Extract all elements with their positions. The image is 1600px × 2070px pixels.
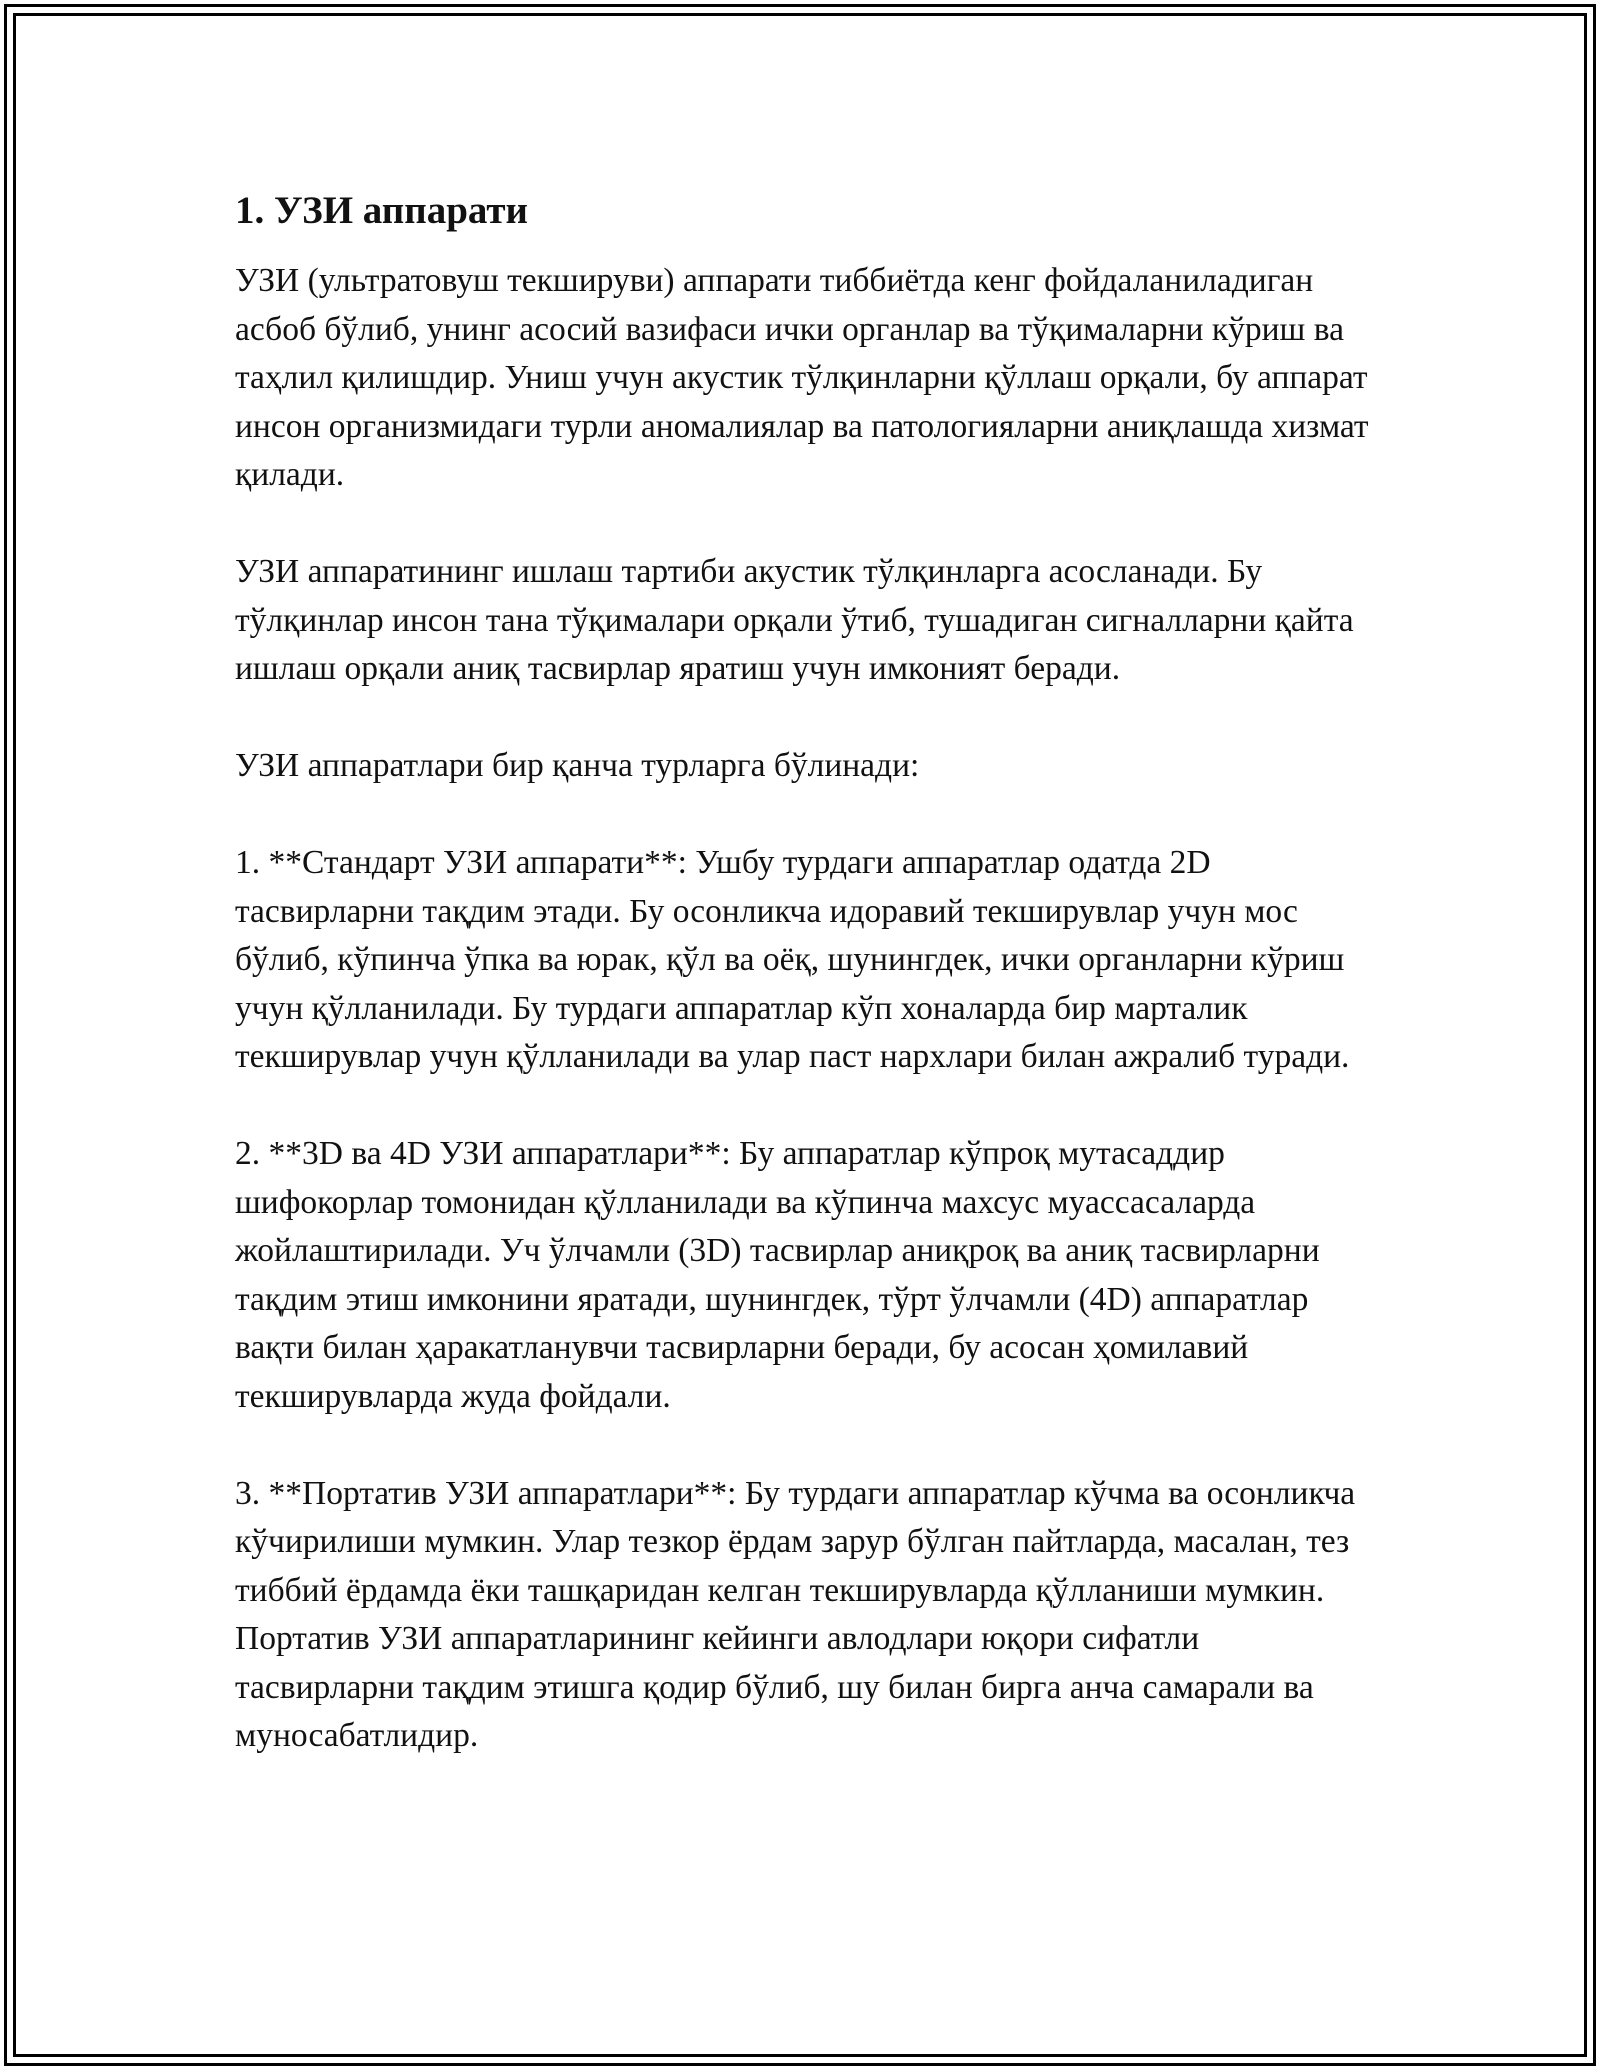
document-body — [235, 185, 1385, 1761]
paragraph-type-3d-4d: 2. **3D ва 4D УЗИ аппаратлари**: Бу аппаратлар кўпроқ мутасаддир шифокорлар томонидан қўлланилади ва кўпинча махсус муассасаларда жойлаштирилади. Уч ўлчамли (3D) тасвирлар аниқроқ ва аниқ тасвирларни тақдим этиш имконини яратади, шунингдек, тўрт ўлчамли (4D) аппаратлар вақти билан ҳаракатланувчи тасвирларни беради, бу асосан ҳомилавий текширувларда жуда фойдали. — [235, 1135, 1320, 1415]
paragraph-principle: УЗИ аппаратининг ишлаш тартиби акустик тўлқинларга асосланади. Бу тўлқинлар инсон тана тўқималари орқали ўтиб, тушадиган сигналларни қайта ишлаш орқали аниқ тасвирлар яратиш учун имконият беради. — [235, 553, 1354, 687]
paragraph-intro: УЗИ (ультратовуш текшируви) аппарати тиббиётда кенг фойдаланиладиган асбоб бўлиб, унинг асосий вазифаси ички органлар ва тўқималарни кўриш ва таҳлил қилишдир. Униш учун акустик тўлқинларни қўллаш орқали, бу аппарат инсон организмидаги турли аномалиялар ва патологияларни аниқлашда хизмат қилади. — [235, 262, 1369, 493]
section-heading: 1. УЗИ аппарати — [235, 189, 529, 232]
paragraph-type-portable: 3. **Портатив УЗИ аппаратлари**: Бу турдаги аппаратлар кўчма ва осонликча кўчирилиши мумкин. Улар тезкор ёрдам зарур бўлган пайтларда, масалан, тез тиббий ёрдамда ёки ташқаридан келган текширувларда қўлланиши мумкин. Портатив УЗИ аппаратларининг кейинги авлодлари юқори сифатли тасвирларни тақдим этишга қодир бўлиб, шу билан бирга анча самарали ва муносабатлидир. — [235, 1474, 1356, 1754]
paragraph-types-intro: УЗИ аппаратлари бир қанча турларга бўлинади: — [235, 747, 920, 784]
paragraph-type-standard: 1. **Стандарт УЗИ аппарати**: Ушбу турдаги аппаратлар одатда 2D тасвирларни тақдим этади. Бу осонликча идоравий текширувлар учун мос бўлиб, кўпинча ўпка ва юрак, қўл ва оёқ, шунингдек, ички органларни кўриш учун қўлланилади. Бу турдаги аппаратлар кўп хоналарда бир марталик текширувлар учун қўлланилади ва улар паст нархлари билан ажралиб туради. — [235, 844, 1350, 1075]
